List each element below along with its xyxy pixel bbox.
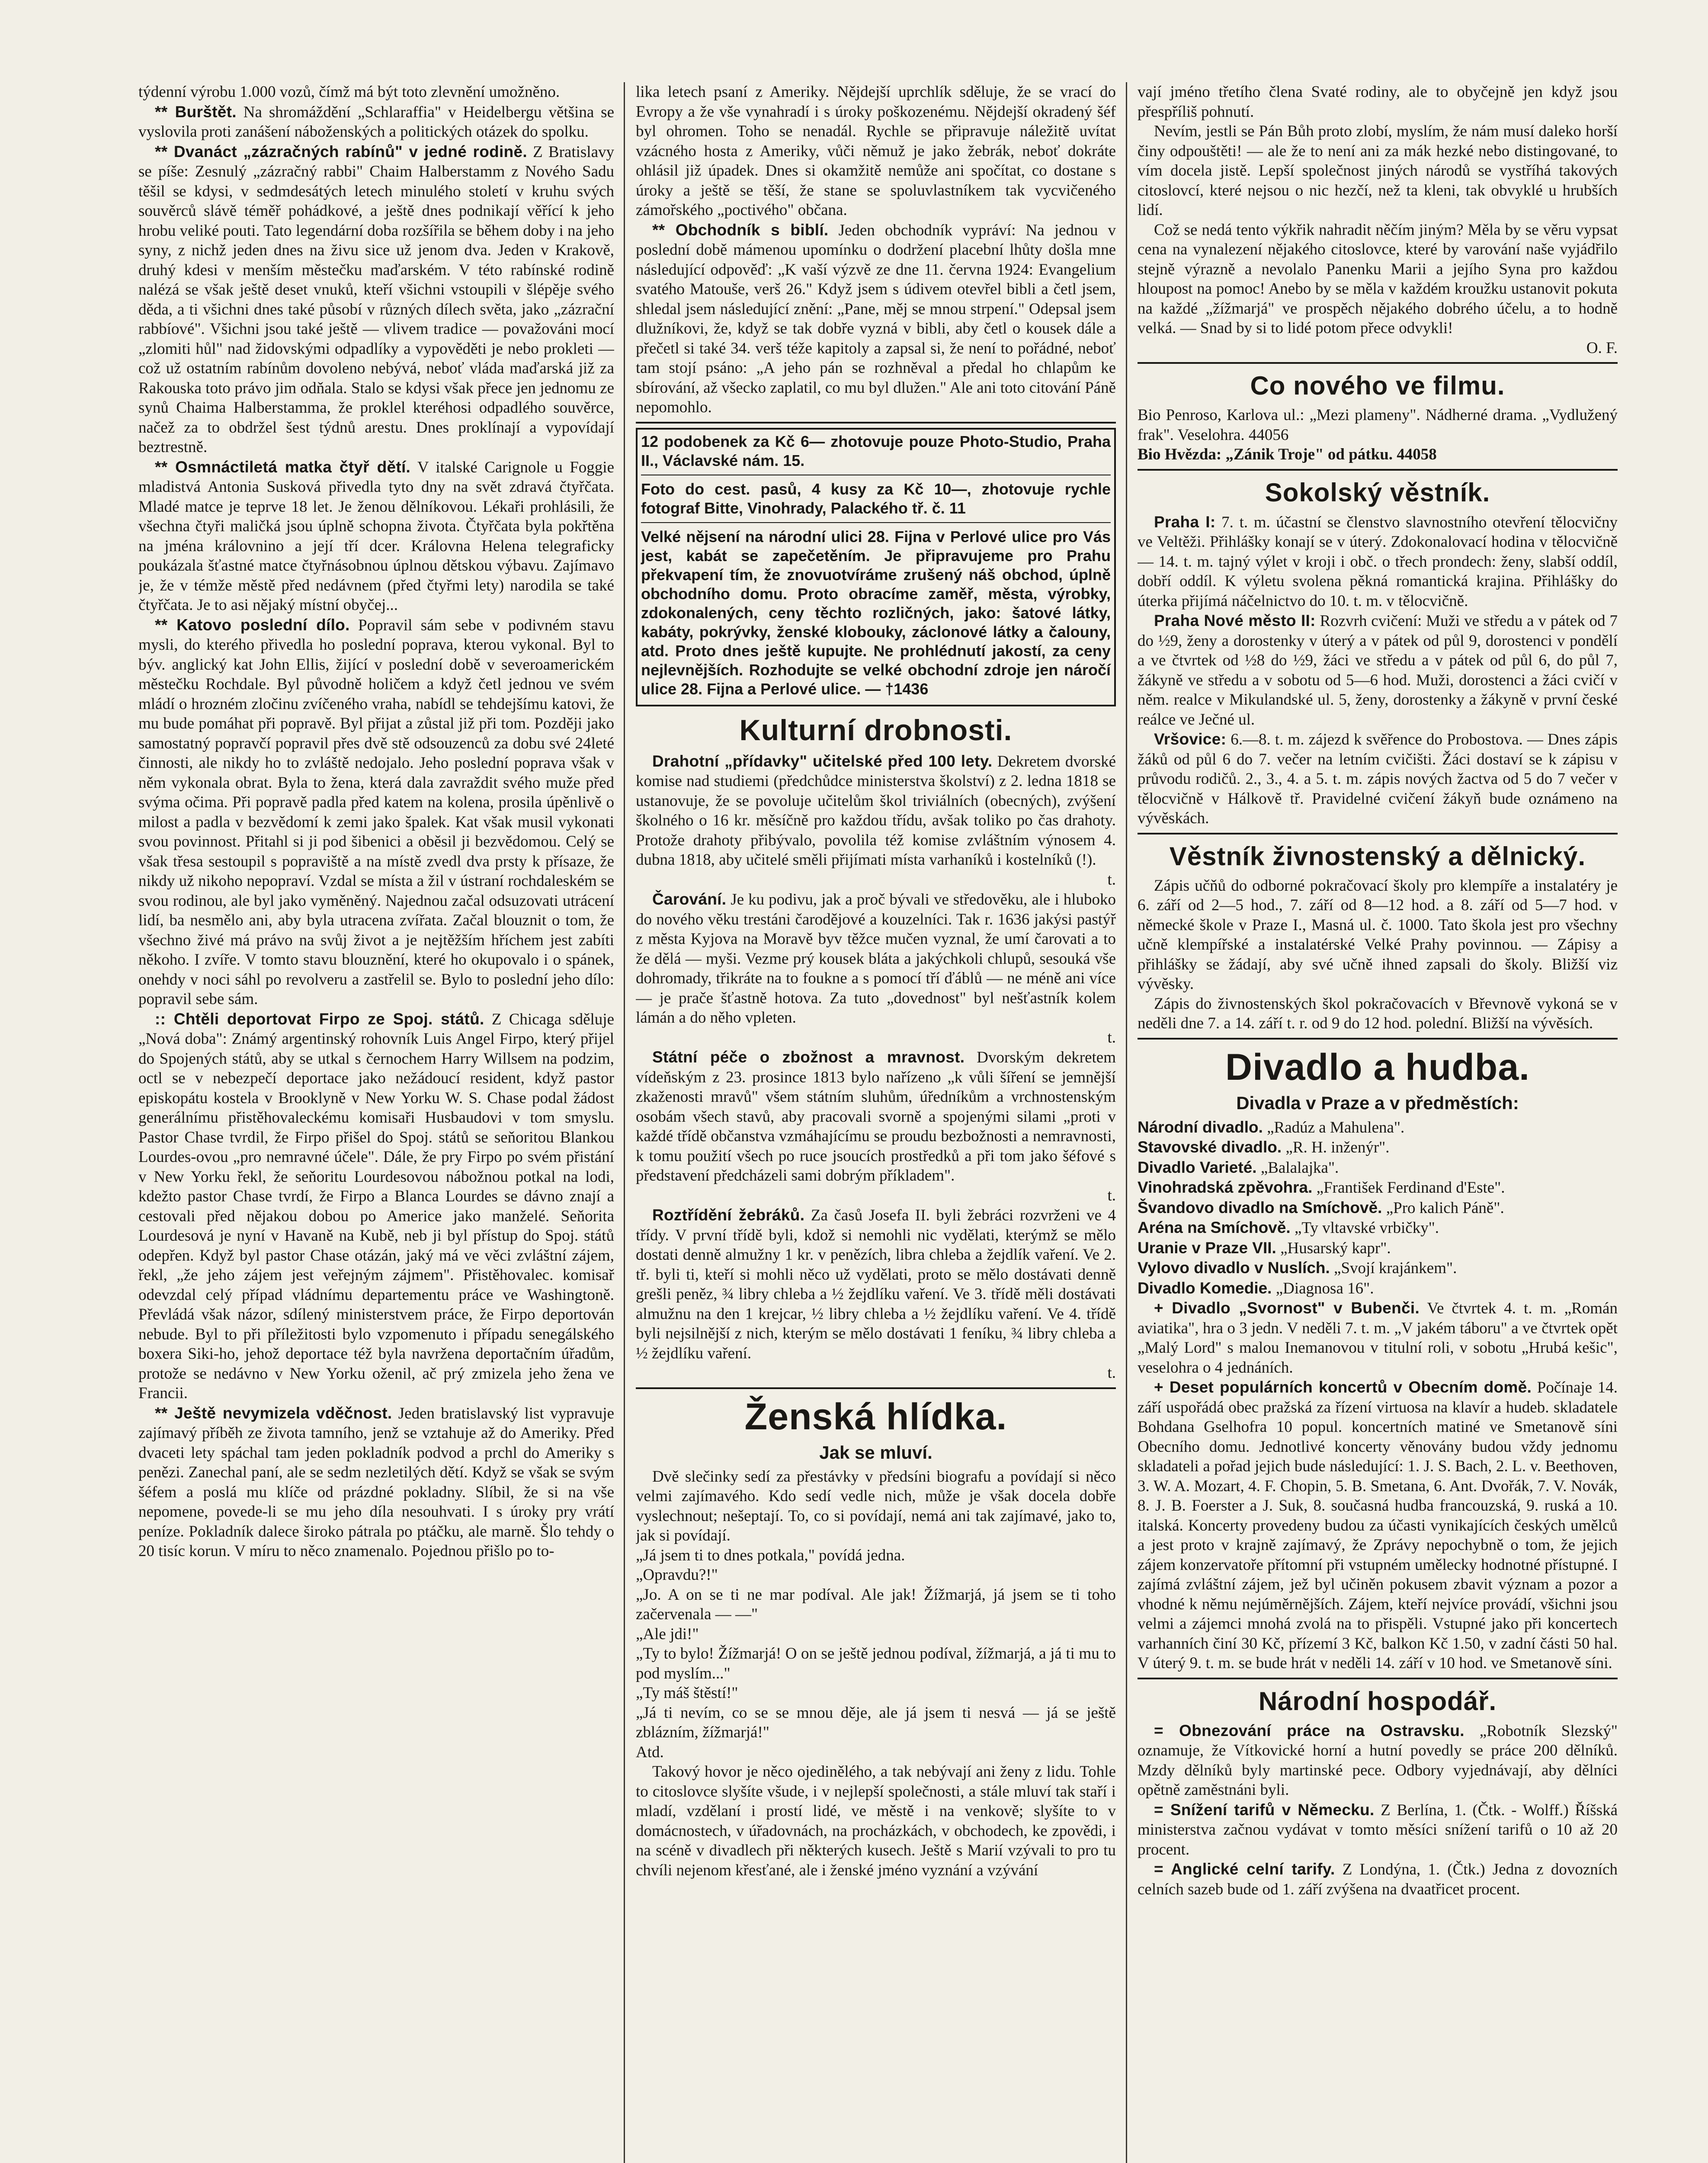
theatre-venue: Stavovské divadlo. bbox=[1138, 1138, 1282, 1156]
dialog-line: „Jo. A on se ti ne mar podíval. Ale jak! Žížmarjá, já jsem se ti toho začervenala — —" bbox=[636, 1585, 1116, 1623]
notice-body: „Robotník Slezský" oznamuje, že Vítkovické horní a hutní povedly se práce 200 dělníků. Mzdy dělníků byly martinské pece. Odbory vyjednávají, aby dělníci opětně zaměstnáni byli. bbox=[1138, 1722, 1618, 1799]
divider bbox=[1138, 1678, 1618, 1679]
article-burstet bbox=[138, 102, 614, 142]
economy-notice bbox=[1138, 1859, 1618, 1899]
notice-body: Počínaje 14. září uspořádá obec pražská za řízení virtuosa na klavír a hudeb. skladatele Bohdana Gselhofra 10 popul. koncertních matiné ve Smetanově síni Obecního domu. Jednotlivé koncerty věnovány budou vždy jednomu skladateli a pořad jejich bude následující: 1. J. S. Bach, 2. L. v. Beethoven, 3. W. A. Mozart, 4. F. Chopin, 5. B. Smetana, 6. Ant. Dvořák, 7. V. Novák, 8. J. B. Foerster a J. Suk, 8. současná hudba francouzská, 9. ruská a 10. italská. Koncerty provedeny budou za účasti vynikajících českých umělců a jest proto v krajně zajímavý, že Zprávy nepochybně o tom, že jejich zájem konzervatoře přítomní při vstupném umělecky hodnotné přístupné. I zajímá zvláštní zájem, jež byl učiněn pokusem zbavit význam a pozor a vhodné k němu nejúměrnějších. Zájem, kteří nejvíce provádí, všichni jsou velmi a zájemci mnohá zvolá na to přispěli. Vstupné jako při koncertech varhanních činí 30 Kč, přízemí 3 Kč, balkon Kč 1.50, v zadní části 50 hal. V úterý 9. t. m. se bude hrát v neděli 14. září v 10 hod. ve Smetanově síni. bbox=[1138, 1379, 1618, 1672]
article-quadruplets bbox=[138, 457, 614, 615]
section-subheading: Jak se mluví. bbox=[819, 1442, 933, 1463]
theatre-play: „František Ferdinand d'Este". bbox=[1316, 1179, 1505, 1197]
section-heading-women: Ženská hlídka. bbox=[744, 1396, 1007, 1438]
notice-heading: + Deset populárních koncertů v Obecním domě. bbox=[1154, 1378, 1532, 1396]
economy-notice bbox=[1138, 1800, 1618, 1860]
advertisement-department-store: Velké nějsení na národní ulici 28. Fijna v Perlové ulice pro Vás jest, kabát se zapečetěním. Je připravujeme pro Prahu překvapení tím, že znovuotvíráme zrušený náš obchod, úplně obchodního domu. Proto obracíme zaměř, města, výrobky, zdokonalených, ceny těchto rozličných, jako: šatové látky, kabáty, pokrývky, ženské klobouky, záclonové látky a čalouny, atd. Proto dnes ještě kupujte. Ne prohlédnutí jakostí, za ceny nejlevnějších. Rozhodujte se velké obchodní zdroje jen náročí ulice 28. Fijna a Perlové ulice. — †1436 bbox=[641, 527, 1111, 698]
theatre-listing bbox=[1138, 1218, 1618, 1238]
sokol-notice bbox=[1138, 729, 1618, 828]
article-paragraph: Což se nedá tento výkřik nahradit něčím jiným? Měla by se věru vypsat cena na vynalezení nějakého citoslovce, které by varování naše vyjádřilo stejně výrazně a nevolalo Panenku Marii a jejího Syna pro každou hloupost na pomoc! Anebo by se měla v každém kroužku ustanovit pokuta na každé „žížmarjá" ve prospěch nějakého dobrého účelu, a to hodně velká. — Snad by si to lidé potom přece odvykli! bbox=[1138, 221, 1618, 337]
column-3 bbox=[1138, 82, 1618, 2163]
dialog-line: „Ty to bylo! Žížmarjá! O on se ještě jednou podíval, žížmarjá, a já ti mu to pod myslím..." bbox=[636, 1645, 1116, 1682]
section-subheading: Divadla v Praze a v předměstích: bbox=[1236, 1092, 1519, 1113]
theatre-play: „Pro kalich Páně". bbox=[1386, 1199, 1504, 1217]
section-heading-economy: Národní hospodář. bbox=[1258, 1686, 1497, 1716]
theatre-play: „Balalajka". bbox=[1260, 1159, 1339, 1177]
article-body: V italské Carignole u Foggie mladistvá Antonia Susková přivedla tyto dny na svět zdravá čtyřčata. Mladé matce je teprve 18 let. Je ženou dělníkovou. Lékaři prohlásili, že všechna čtyři maličká jsou úplně schopna života. Čtyřčata byla pokřtěna na jména královnino a její tří dcer. Královna Helena telegraficky poukázala šťastné matce čtyřnásobnou úplnou dětskou výbavu. Zajímavo je, že v témže městě před nedávnem (před čtyřmi lety) narodila se také čtyřčata. Je to asi nějaký místní obyčej... bbox=[138, 458, 614, 614]
advertisement-block bbox=[636, 428, 1116, 706]
divider bbox=[1138, 1038, 1618, 1040]
dialog-line: Atd. bbox=[636, 1743, 664, 1761]
theatre-listing bbox=[1138, 1178, 1618, 1198]
trade-notice: Zápis do živnostenských škol pokračovacích v Břevnově vykoná se v neděli dne 7. a 14. září t. r. od 9 do 12 hod. polední. Bližší na vývěsích. bbox=[1138, 995, 1618, 1032]
notice-heading: Praha Nové město II: bbox=[1154, 612, 1316, 629]
article-witchcraft bbox=[636, 889, 1116, 1028]
theatre-venue: Švandovo divadlo na Smíchově. bbox=[1138, 1198, 1382, 1216]
column-rule bbox=[1126, 82, 1127, 2163]
theatre-venue: Vylovo divadlo v Nuslích. bbox=[1138, 1259, 1330, 1277]
theatre-play: „Diagnosa 16". bbox=[1275, 1279, 1374, 1297]
theatre-listing bbox=[1138, 1238, 1618, 1258]
advertisement-photo-studio: 12 podobenek za Kč 6— zhotovuje pouze Photo-Studio, Praha II., Václavské nám. 15. bbox=[641, 432, 1111, 469]
article-body: Z Chicaga sděluje „Nová doba": Známý argentinský rohovník Luis Angel Firpo, který přijel do Spojených států, aby se utkal s černochem Harry Willsem na podzim, octl se v nebezpečí deportace jako nežádoucí resident, když pastor episkopátu kostela v Brooklyně v New Yorku W. S. Chase podal žádost generálnímu přistěhovaleckému komisaři Husbaudovi v tom smyslu. Pastor Chase tvrdil, že Firpo přišel do Spoj. států se seňoritou Blankou Lourdes-ovou „pro nemravné účele". Dále, že pry Firpo po svém přistání v New Yorku řekl, že seňoritu Lourdesovou nábožnou potkal na lodi, kdežto pastor Chase tvrdí, že Firpo a Blanca Lourdes se dávno znají a cestovali před nějakou dobou po Americe jako manželé. Seňorita Lourdesová je nyní v Havaně na Kubě, neb ji byl přístup do Spoj. států odepřen. Když byl pastor Chase otázán, jaký má ve věci zvláštní zájem, řekl, „že jeho zájem jest veřejným zájmem". Přistěhovalec. komisař odevzdal celý případ vládnímu departementu práce ve Washingtoně. Převládá však názor, sdílený ministerstvem práce, že Firpo deportován nebude. Byl to při příležitosti bylo vzpomenuto i případu senegálského boxera Siki-ho, jehož deportace též byla navržena deportačním úřadům, protože se nedávno v New Yorku oženil, ač prý zmizela jeho žena ve Francii. bbox=[138, 1010, 614, 1402]
article-paragraph: Nevím, jestli se Pán Bůh proto zlobí, myslím, že nám musí daleko horší činy odpouštěti! — ale že to není ani za mák hezké nebo distingované, to vím docela jistě. Lepší společnost jiných národů se vystříhá takových citoslovcí, které nejsou o nic hezčí, než ta kleni, tak obvyklé u hrubších lidí. bbox=[1138, 122, 1618, 219]
column-2 bbox=[636, 82, 1116, 2163]
divider bbox=[636, 1387, 1116, 1389]
sokol-notice bbox=[1138, 611, 1618, 729]
article-heading: ** Obchodník s biblí. bbox=[652, 221, 829, 239]
theatre-play: „Svojí krajánkem". bbox=[1334, 1259, 1457, 1277]
article-rabbis bbox=[138, 142, 614, 457]
article-heading: ** Osmnáctiletá matka čtyř dětí. bbox=[155, 458, 411, 476]
article-signature: O. F. bbox=[1586, 339, 1618, 357]
theatre-venue: Národní divadlo. bbox=[1138, 1118, 1263, 1136]
theatre-listings bbox=[1138, 1117, 1618, 1299]
section-heading-film: Co nového ve filmu. bbox=[1250, 371, 1505, 400]
theatre-listing bbox=[1138, 1158, 1618, 1178]
theatre-play: „Husarský kapr". bbox=[1280, 1239, 1391, 1257]
section-heading-theatre: Divadlo a hudba. bbox=[1225, 1046, 1530, 1088]
article-body: Popravil sám sebe v podivném stavu mysli, do kterého přivedla ho poslední poprava, kterou vykonal. Byl to býv. anglický kat John Ellis, žijící v poslední době v severoamerickém městečku Rochdale. Byl původně holičem a když četl jednou ve svém mládí o hrozném zločinu zvíčeného vraha, nabídl se tehdejšímu katovi, že mu bude pomáhat při popravě. Byl přijat a zůstal již při tom. Později jako samostatný popravčí popravil přes dvě stě odsouzenců za dobu své 24leté činnosti, ale nikdy ho to zvláště nedojalo. Jeho poslední poprava však v něm vykonala obrat. Byla to žena, která dala zavraždit svého muže před svýma očima. Při popravě padla před katem na kolena, prosila úpěnlivě o milost a padla v bezvědomí k zemi jako špalek. Kat však musil vykonati svou povinnost. Přitahl si ji pod šibenici a oběsil ji bezvědomou. Celý se však třesa sestoupil s popraviště a na místě zvedl dva prsty k přísaze, že nikdy už nikoho nepopraví. Vzdal se místa a žil v ústraní rochdaleském se svou rodinou, ale byl jako vyměněný. Najednou začal odsuzovati utrácení lidí, ba nesmělo ani, aby byla utracena zvířata. Začal blouznit o tom, že všechno živé má právo na svůj život a je nejtěžším hříchem jest zabíti někoho. I zvíře. V tomto stavu blouznění, které ho okupovalo i o spánek, onehdy v noci sáhl po revolveru a zastřelil se. Bylo to poslední jeho dílo: popravil sebe sám. bbox=[138, 616, 614, 1008]
article-signature: t. bbox=[1107, 1364, 1116, 1382]
article-continuation: vají jméno třetího člena Svaté rodiny, ale to obyčejně jen když jsou přespříliš pohnutí. bbox=[1138, 83, 1618, 121]
theatre-venue: Aréna na Smíchově. bbox=[1138, 1219, 1291, 1236]
article-heading: ** Burštět. bbox=[155, 103, 237, 121]
article-beggars bbox=[636, 1205, 1116, 1363]
article-paragraph: Takový hovor je něco ojedinělého, a tak nebývají ani ženy z lidu. Tohle to citoslovce slyšíte všude, i v nejlepší společnosti, a stále mluví tak staří i mladí, vzdělaní i prostí lidé, ve městě i na venkově; slyšíte to v domácnostech, v úřadovnách, na procházkách, v obchodech, ke zpovědi, i na scéně v divadlech při některých kusech. Ještě s Marií vzývali to pro tu chvíli nejenom křesťané, ale i ženské jméno vyznání a vzývání bbox=[636, 1763, 1116, 1879]
article-body: Za časů Josefa II. byli žebráci rozvrženi ve 4 třídy. V první třídě byli, kdož si nemohli nic vydělati, kterýmž se mělo dostati denně almužny 1 kr. v penězích, libra chleba a žejdlík vaření. Ve 2. tř. byli ti, kteří si mohli něco už vydělati, proto se mělo dostávati denně grešli peněz, ¾ libry chleba a ½ žejdlíku vaření. Ve 3. třídě měli dostávati almužnu na den 1 krejcar, ½ libry chleba a ½ žejdlíku vaření. Ve 4. třídě byli nejsilnější z nich, kterým se mělo dostávati 1 feníku, ¾ libry chleba a ½ žejdlíku vaření. bbox=[636, 1207, 1116, 1362]
article-heading: ** Katovo poslední dílo. bbox=[155, 616, 350, 634]
notice-body: 6.—8. t. m. zájezd k svěřence do Probostova. — Dnes zápis žáků od půl 6 do 7. večer na letním cvičišti. Žáci dostaví se k zápisu v průvodu rodičů. 2., 3., 4. a 5. t. m. zápis nových žactva od 5 do 7 večer v tělocvičně v Hálkově tř. Pravidelné cvičení žákyň bude oznámeno na vývěskách. bbox=[1138, 731, 1618, 827]
article-heading: ** Dvanáct „zázračných rabínů" v jedné rodině. bbox=[155, 142, 527, 160]
article-heading: Roztřídění žebráků. bbox=[652, 1206, 805, 1224]
article-heading: :: Chtěli deportovat Firpo ze Spoj. států. bbox=[155, 1010, 484, 1028]
theatre-venue: Divadlo Komedie. bbox=[1138, 1279, 1272, 1297]
section-heading-culture: Kulturní drobnosti. bbox=[739, 713, 1013, 747]
notice-heading: Praha I: bbox=[1154, 513, 1216, 531]
theatre-play: „Ty vltavské vrbičky". bbox=[1294, 1219, 1439, 1237]
article-body: Na shromáždění „Schlaraffia" v Heidelbergu většina se vyslovila proti zanášení náboženských a politických otázek do spolku. bbox=[138, 103, 614, 141]
dialog-line: „Já jsem ti to dnes potkala," povídá jedna. bbox=[636, 1546, 905, 1564]
notice-body: 7. t. m. účastní se členstvo slavnostního otevření tělocvičny ve Veltěži. Přihlášky konají se v úterý. Zdokonalovací hodina v tělocvičně — 14. t. m. tajný výlet v kroji i obč. o třech prondech: ženy, slabší oddíl, dobří oddíl. K výletu svolena pěkná romantická krajina. Přihlášky do úterka přijímá náčelnictvo do 10. t. m. v tělocvičně. bbox=[1138, 513, 1618, 610]
sokol-notice bbox=[1138, 512, 1618, 611]
article-signature: t. bbox=[1107, 1186, 1116, 1204]
article-continuation: týdenní výrobu 1.000 vozů, čímž má být toto zlevnění umožněno. bbox=[138, 83, 560, 101]
notice-body: Ve čtvrtek 4. t. m. „Román aviatika", hra o 3 jedn. V neděli 7. t. m. „V jakém táboru" a ve čtvrtek opět „Malý Lord" s malou Inemanovou v titulní roli, v sobotu „Hrubá kešic", veselohra o 4 jednáních. bbox=[1138, 1300, 1618, 1377]
divider bbox=[1138, 469, 1618, 471]
dialog-line: „Ty máš štěstí!" bbox=[636, 1684, 738, 1702]
advertisement-passport-photo: Foto do cest. pasů, 4 kusy za Kč 10—, zhotovuje rychle fotograf Bitte, Vinohrady, Palackého tř. č. 11 bbox=[641, 480, 1111, 517]
notice-heading: + Divadlo „Svornost" v Bubenči. bbox=[1154, 1299, 1420, 1317]
theatre-listing bbox=[1138, 1198, 1618, 1218]
theatre-venue: Divadlo Varieté. bbox=[1138, 1158, 1257, 1176]
theatre-listing bbox=[1138, 1278, 1618, 1299]
notice-body: Rozvrh cvičení: Muži ve středu a v pátek od 7 do ½9, ženy a dorostenky v úterý a v pátek od půl 9, dorostenci v pondělí a ve čtvrtek od ½8 do ½9, žáci ve středu a v pátek od půl 6, do půl 7, žákyně ve středu a v sobotu od 5—6 hod. Muži, dorostenci a žáci cvičí v něm. realce v Mikulandské ul. 5, ženy, dorostenky a žákyně v první české reálce ve Ječné ul. bbox=[1138, 612, 1618, 728]
divider bbox=[1138, 362, 1618, 364]
article-body: Dvorským dekretem vídeňským z 23. prosince 1813 bylo nařízeno „k vůli šíření se jemnější zkaženosti mravů" všem státním sluhům, úředníkům a vrchnostenským osobám všech stavů, aby pracovali svorně a spojenými silami „proti v každé třídě občanstva vzmáhajícímu se proudu bezbožnosti a nemravnosti, k tomu použití všech po ruce jsoucích prostředků a při tom jako šéfové s představení předcházeli sami dobrým příkladem". bbox=[636, 1049, 1116, 1184]
article-heading: ** Ještě nevymizela vděčnost. bbox=[155, 1404, 392, 1422]
article-executioner bbox=[138, 615, 614, 1009]
theatre-listing bbox=[1138, 1137, 1618, 1158]
economy-notice bbox=[1138, 1721, 1618, 1800]
concert-notice bbox=[1138, 1377, 1618, 1673]
dialog-line: „Ale jdi!" bbox=[636, 1625, 699, 1643]
divider bbox=[641, 522, 1111, 523]
article-signature: t. bbox=[1107, 1028, 1116, 1046]
article-paragraph: Dvě slečinky sedí za přestávky v předsíni biografu a povídají si něco velmi zajímavého. Kdo sedí vedle nich, může je však docela dobře vyslechnout; nešeptají. To, co si povídají, nemá ani tak zajímavé, jako to, jak si povídají. bbox=[636, 1467, 1116, 1544]
column-rule bbox=[624, 82, 625, 2163]
dialog-line: „Opravdu?!" bbox=[636, 1566, 718, 1584]
article-body: Dekretem dvorské komise nad studiemi (předchůdce ministerstva školství) z 2. ledna 1818 se ustanovuje, že se povoluje učitelům škol triviálních (obecných), zvýšení školného o 16 kr. měsíčně pro každou třídu, avšak toliko po čas drahoty. Protože drahoty přibývalo, povolila též komise zvláštním výnosem 4. dubna 1818, aby učitelé směli přijímati místa varhaníků i kostelníků (!). bbox=[636, 752, 1116, 869]
article-state-morality bbox=[636, 1047, 1116, 1186]
column-1 bbox=[138, 82, 614, 2163]
theatre-venue: Vinohradská zpěvohra. bbox=[1138, 1178, 1313, 1196]
newspaper-page bbox=[138, 82, 1618, 2163]
divider bbox=[636, 422, 1116, 424]
article-body: Jeden obchodník vypráví: Na jednou v poslední době mámenou upomínku o dodržení placební lhůty došla mne následující odpověď: „K vaší výzvě ze dne 11. června 1924: Evangelium svatého Matouše, verš 26." Když jsem s údivem otevřel bibli a četl jsem, shledal jsem následující znění: „Pane, měj se mnou strpení." Odepsal jsem dlužníkovi, že, když se tak dobře vyzná v bibli, aby četl o kousek dále a přečetl si také 34. verš téže kapitoly a zapsal si, že není to pořádné, neboť tam stojí psáno: „A jeho pán se rozhněval a předal ho chlapům ke sbírování, až všecko zaplatil, co mu byl dlužen." Ale ani toto citování Páně nepomohlo. bbox=[636, 221, 1116, 416]
theatre-notice bbox=[1138, 1298, 1618, 1377]
divider bbox=[1138, 833, 1618, 834]
article-body: Jeden bratislavský list vypravuje zajímavý příběh ze života tamního, jenž se vztahuje až do Ameriky. Před dvaceti lety spáchal tam jeden pokladník podvod a prchl do Ameriky s penězi. Zanechal paní, ale se sedm nezletilých dětí. Když se však se svým šéfem a poslá mu klíče od prázdné pokladny. Slíbil, že si na vše nepomene, povede-li se mu jeho díla nesouhvati. I s úroky pry vrátí peníze. Pokladník dalece široko pátrala po ptáčku, ale marně. Šlo tehdy o 20 tisíc korun. V míru to něco znamenalo. Pojednou přišlo po to- bbox=[138, 1404, 614, 1560]
notice-heading: = Anglické celní tarify. bbox=[1154, 1860, 1335, 1878]
notice-heading: = Snížení tarifů v Německu. bbox=[1154, 1800, 1375, 1819]
article-heading: Čarování. bbox=[652, 890, 727, 908]
film-listing: Bio Penroso, Karlova ul.: „Mezi plameny". Nádherné drama. „Vydlužený frak". Veselohra. 44056 bbox=[1138, 406, 1618, 444]
notice-heading: = Obnezování práce na Ostravsku. bbox=[1154, 1721, 1464, 1739]
section-heading-trade: Věstník živnostenský a dělnický. bbox=[1169, 841, 1586, 871]
article-continuation: lika letech psaní z Ameriky. Nějdejší uprchlík sděluje, že se vrací do Evropy a že vše vynahradí i s úroky poškozenému. Nějdejší okradený šéf byl ohromen. Toho se nenadál. Rychle se připravuje náležitě uvítat vzácného hosta z Ameriky, vůči němuž je jako žebrák, neboť dokráte ohlásil již úpadek. Dnes si okamžitě nemůže ani spočítat, co dostane s úroky a ještě se těší, že stane se spoluvlastníkem tak vycvičeného zámořského „poctivého" občana. bbox=[636, 83, 1116, 219]
film-listing: Bio Hvězda: „Zánik Troje" od pátku. 44058 bbox=[1138, 446, 1437, 463]
article-signature: t. bbox=[1107, 870, 1116, 889]
article-body: Je ku podivu, jak a proč bývali ve středověku, ale i hluboko do nového věku trestáni čarodějové a kouzelníci. Tak r. 1636 jakýsi pastýř z města Kyjova na Moravě byv těžce mučen vyznal, že umí čarovati a to že dělá — myši. Vezme prý kousek bláta a jakýchkoli chlupů, sesouká vše dohromady, třikráte na to foukne a s pomocí tří ďáblů — ne méně ani více — je prače šťastně hotova. Za tuto „dovednost" byl nešťastník kolem lámán a do něho vpleten. bbox=[636, 891, 1116, 1027]
article-firpo bbox=[138, 1009, 614, 1403]
article-teacher-allowance bbox=[636, 751, 1116, 870]
article-heading: Státní péče o zbožnost a mravnost. bbox=[652, 1048, 965, 1066]
theatre-play: „Radúz a Mahulena". bbox=[1267, 1118, 1405, 1136]
theatre-play: „R. H. inženýr". bbox=[1285, 1139, 1390, 1156]
theatre-venue: Uranie v Praze VII. bbox=[1138, 1239, 1276, 1257]
article-gratitude bbox=[138, 1403, 614, 1561]
theatre-listing bbox=[1138, 1117, 1618, 1138]
trade-notice: Zápis učňů do odborné pokračovací školy pro klempíře a instalatéry je 6. září od 2—5 hod., 7. září od 8—12 hod. a 8. září od 5—7 hod. v německé škole v Praze I., Masná ul. č. 1000. Tato škola jest pro všechny učně klempířské a instalatérské Velké Prahy povinnou. — Zápisy a přihlášky se žádají, aby své učně ihned zapsali do školy. Bližší viz vývěsky. bbox=[1138, 876, 1618, 993]
section-heading-sokol: Sokolský věstník. bbox=[1265, 478, 1490, 507]
theatre-listing bbox=[1138, 1258, 1618, 1278]
article-bible-trader bbox=[636, 220, 1116, 417]
dialog-line: „Já ti nevím, co se se mnou děje, ale já jsem ti nesvá — já se ještě zblázním, žížmarjá!" bbox=[636, 1704, 1116, 1741]
dialog-lines bbox=[636, 1546, 1116, 1762]
article-heading: Drahotní „přídavky" učitelské před 100 lety. bbox=[652, 752, 993, 770]
article-body: Z Bratislavy se píše: Zesnulý „zázračný rabbi" Chaim Halberstamm z Nového Sadu těšil se kdysi, v sedmdesátých letech minulého století v kruhu svých souvěrců slávě téměř pohádkové, a ještě dnes podnikají věřící k jeho hrobu veliké pouti. Tato legendární doba rozšířila se během doby i na jeho syny, z nichž jeden dnes na živu sice už jenom dva. Jeden v Krakově, druhý kdesi v menším městečku maďarském. V této rabínské rodině nalézá se však ještě deset vnuků, kteří všichni vstoupili v šlépěje svého děda, a ti všichni dnes také působí v různých dílech světa, jako „zázrační rabbíové". Všichni jsou také ještě — vlivem tradice — považováni mocí „zlomiti hůl" nad židovskými odpadlíky a vypověděti je nebo prokleti — což už ostatním rabínům dovoleno nebývá, neboť vláda maďarská již za Rakouska toto právo jim odňala. Stalo se kdysi však přece jen jednomu ze synů Chaima Halberstamma, že proklel kteréhosi odpadlého souvěrce, načež za to obdržel šest týdnů arestu. Dnes proklínají a vypovídají beztrestně. bbox=[138, 143, 614, 456]
notice-heading: Vršovice: bbox=[1154, 730, 1227, 748]
notice-body: Z Londýna, 1. (Čtk.) Jedna z dovozních celních sazeb bude od 1. září zvýšena na dvaatřicet procent. bbox=[1138, 1861, 1618, 1898]
notice-body: Z Berlína, 1. (Čtk. - Wolff.) Říšská ministerstva začnou vydávat v tomto měsíci snížení tarifů o 10 až 20 procent. bbox=[1138, 1801, 1618, 1858]
